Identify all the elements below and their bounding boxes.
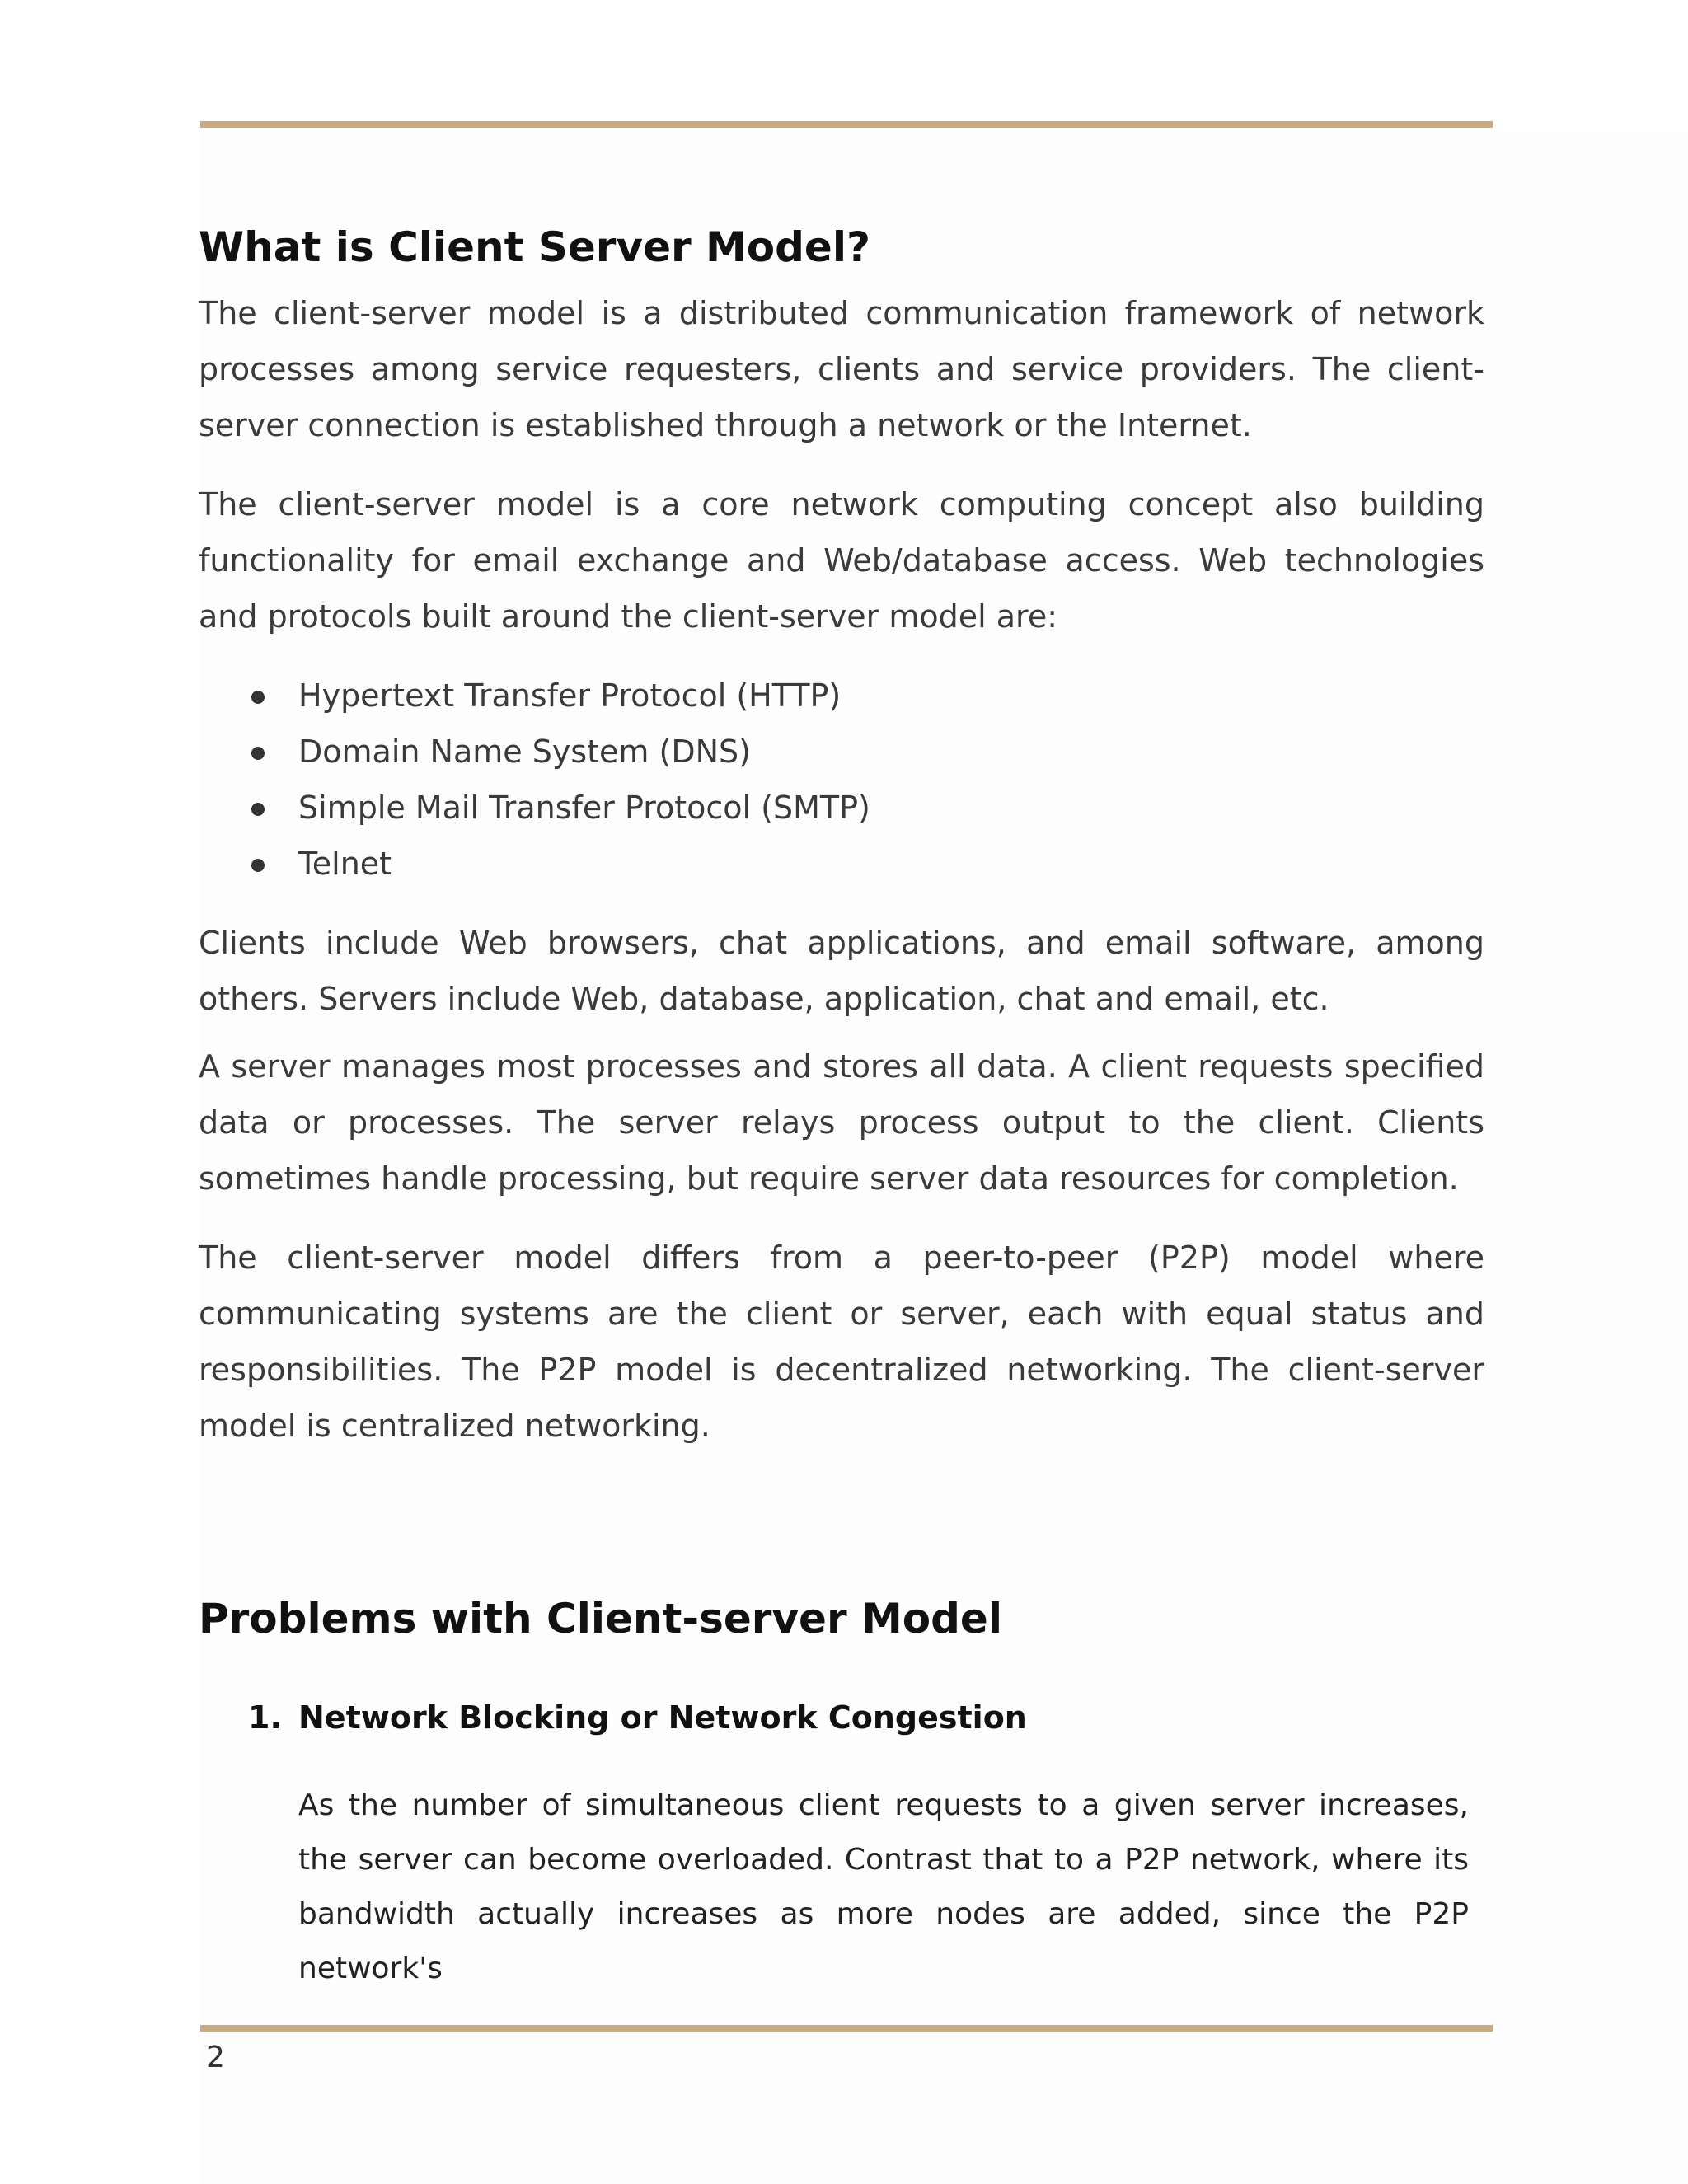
document-body [199, 223, 1484, 1996]
paragraph-clients-servers: Clients include Web browsers, chat applications, and email software, among others. Servers include Web, database, application, chat and email, etc. [199, 925, 1484, 1017]
bullet-icon [251, 747, 265, 760]
section-heading-problems: Problems with Client-server Model [199, 1595, 1002, 1643]
bullet-icon [251, 691, 265, 704]
page-number: 2 [206, 2041, 225, 2074]
list-item [199, 836, 1484, 892]
bullet-icon [251, 859, 265, 872]
numbered-item [199, 1693, 1484, 1996]
item-title: Network Blocking or Network Congestion [298, 1699, 1027, 1736]
paragraph-server-manages: A server manages most processes and stores all data. A client requests specified data or processes. The server relays process output to the client. Clients sometimes handle processing, but require server data resources for completion. [199, 1048, 1484, 1197]
list-item-label: Telnet [298, 846, 392, 882]
item-text: As the number of simultaneous client requests to a given server increases, the server can become overloaded. Contrast that to a P2P network, where its bandwidth actually increases as more nodes are added, since the P2P network's [298, 1788, 1469, 1985]
list-item [199, 780, 1484, 836]
list-item [199, 724, 1484, 780]
paragraph-core-concept: The client-server model is a core network computing concept also building functionality for email exchange and Web/database access. Web technologies and protocols built around the client-server model are: [199, 486, 1484, 635]
paragraph-intro: The client-server model is a distributed communication framework of network processes among service requesters, clients and service providers. The client-server connection is established through a network or the Internet. [199, 295, 1484, 443]
footer-rule [200, 2025, 1493, 2032]
bullet-icon [251, 803, 265, 816]
section-heading-client-server-model: What is Client Server Model? [199, 223, 870, 271]
protocol-list [199, 668, 1484, 892]
item-number: 1. [248, 1699, 282, 1736]
list-item [199, 668, 1484, 724]
list-item-label: Hypertext Transfer Protocol (HTTP) [298, 677, 842, 714]
list-item-label: Simple Mail Transfer Protocol (SMTP) [298, 790, 870, 826]
header-rule [200, 121, 1493, 128]
list-item-label: Domain Name System (DNS) [298, 733, 751, 770]
paragraph-p2p-comparison: The client-server model differs from a peer-to-peer (P2P) model where communicating systems are the client or server, each with equal status and responsibilities. The P2P model is decentralized networking. The client-server model is centralized networking. [199, 1240, 1484, 1444]
